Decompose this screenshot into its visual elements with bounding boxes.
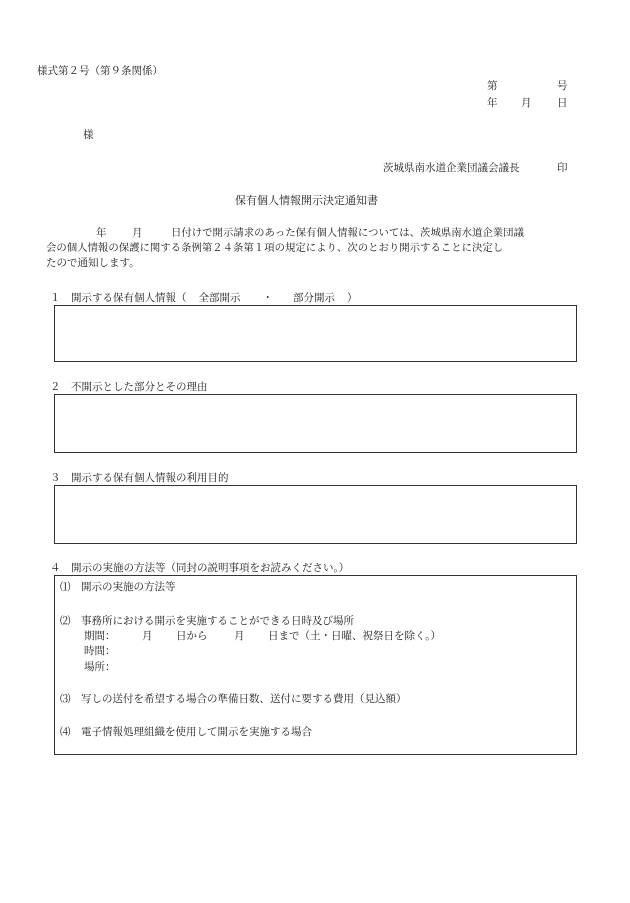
intro-year: 年 <box>96 227 107 239</box>
intro-line1: 日付けで開示請求のあった保有個人情報については、茨城県南水道企業団議 <box>171 227 524 239</box>
section4-answer-box <box>54 575 577 755</box>
intro-line3: たので通知します。 <box>46 257 140 269</box>
document-title: 保有個人情報開示決定通知書 <box>235 194 378 207</box>
section4-item2: ⑵ 事務所における開示を実施することができる日時及び場所 <box>60 615 354 627</box>
form-label: 様式第２号（第９条関係） <box>37 65 163 77</box>
section1-heading <box>50 293 358 304</box>
section3-heading: ３ 開示する保有個人情報の利用目的 <box>50 472 229 484</box>
section4-item4: ⑷ 電子情報処理組織を使用して開示を実施する場合 <box>60 726 312 738</box>
period-month-end: 月 <box>234 630 245 642</box>
date-year: 年 <box>487 97 498 109</box>
section4-item3: ⑶ 写しの送付を希望する場合の準備日数、送付に要する費用（見込額） <box>60 693 407 705</box>
intro-month: 月 <box>132 227 143 239</box>
option-partial-disclosure: 部分開示 <box>293 292 335 304</box>
section1-label: １ 開示する保有個人情報（ <box>50 292 187 304</box>
section3-answer-box <box>54 485 577 544</box>
section4-heading: ４ 開示の実施の方法等（同封の説明事項をお読みください。） <box>50 562 350 574</box>
period-from: 日から <box>176 630 208 642</box>
section2-heading: ２ 不開示とした部分とその理由 <box>50 381 208 393</box>
option-full-disclosure: 全部開示 <box>198 292 241 304</box>
period-until: 日まで（土・日曜、祝祭日を除く。） <box>268 630 442 642</box>
place-label: 場所： <box>84 661 116 673</box>
period-month-start: 月 <box>142 630 153 642</box>
option-separator: ・ <box>262 292 273 304</box>
addressee-suffix: 様 <box>83 129 94 141</box>
date-day: 日 <box>557 97 568 109</box>
section1-close: ） <box>347 292 358 304</box>
time-label: 時間： <box>84 645 116 657</box>
date-month: 月 <box>521 97 532 109</box>
sender-name: 茨城県南水道企業団議会議長 <box>383 162 520 174</box>
seal-mark: 印 <box>557 162 568 174</box>
number-suffix: 号 <box>557 80 568 92</box>
section4-item1: ⑴ 開示の実施の方法等 <box>60 581 176 593</box>
number-prefix: 第 <box>487 80 498 92</box>
section1-answer-box <box>54 305 577 362</box>
intro-line2: 会の個人情報の保護に関する条例第２４条第１項の規定により、次のとおり開示することに決定し <box>46 242 504 254</box>
section2-answer-box <box>54 394 577 453</box>
period-label: 期間： <box>84 630 116 642</box>
